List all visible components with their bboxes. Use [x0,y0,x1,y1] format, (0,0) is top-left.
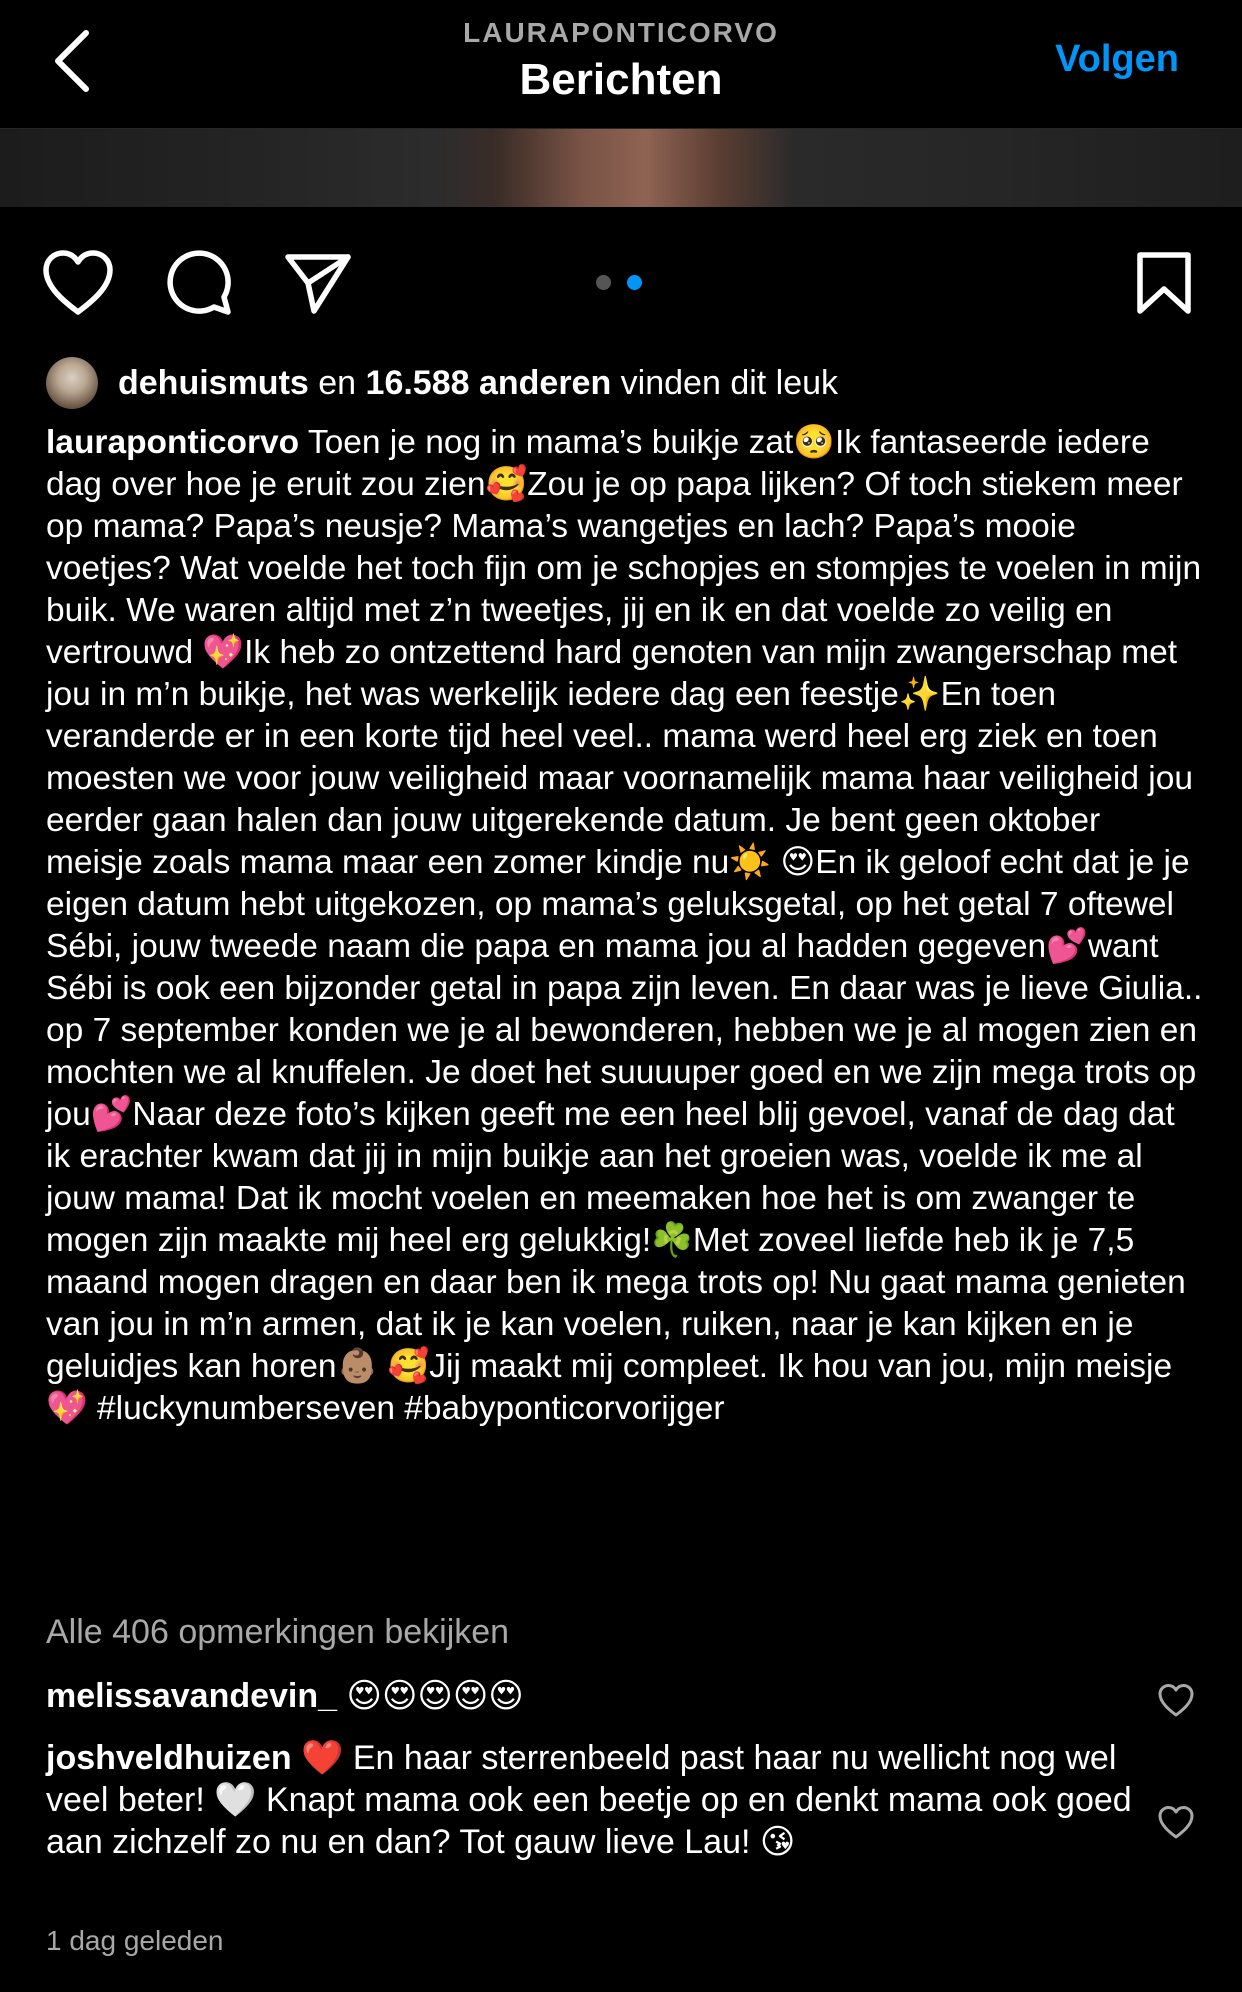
liker-username[interactable]: dehuismuts [118,363,309,402]
post-actions-bar [0,207,1242,347]
save-button[interactable] [1126,245,1202,321]
header-account-name: LAURAPONTICORVO [463,17,779,48]
comment-text: ❤️ En haar sterrenbeeld past haar nu wellicht nog wel veel beter! 🤍 Knapt mama ook een beetje op en denkt mama ook goed aan zichzelf zo nu en dan? Tot gauw lieve Lau! 😘 [46,1739,1132,1861]
caption-text: Toen je nog in mama’s buikje zat🥺Ik fantaseerde iedere dag over hoe je eruit zou zien🥰Zou je op papa lijken? Of toch stiekem meer op mama? Papa’s neusje? Mama’s wangetjes en lach? Papa’s mooie voetjes? Wat voelde het toch fijn om je schopjes en stompjes te voelen in mijn buik. We waren altijd met z’n tweetjes, jij en ik en dat voelde zo veilig en vertrouwd 💖Ik heb zo ontzettend hard genoten van mijn zwangerschap met jou in m’n buikje, het was werkelijk iedere dag een feestje✨En toen veranderde er in een korte tijd heel veel.. mama werd heel erg ziek en toen moesten we voor jouw veiligheid maar voornamelijk mama haar veiligheid jou eerder gaan halen dan jouw uitgerekende datum. Je bent geen oktober meisje zoals mama maar een zomer kindje nu☀️ 😍En ik geloof echt dat je je eigen datum hebt uitgekozen, op mama’s geluksgetal, op het getal 7 oftewel Sébi, jouw tweede naam die papa en mama jou al hadden gegeven💕want Sébi is ook een bijzonder getal in papa zijn leven. En daar was je lieve Giulia.. op 7 september konden we je al bewonderen, hebben we je al mogen zien en mochten we al knuffelen. Je doet het suuuuper goed en we zijn mega trots op jou💕Naar deze foto’s kijken geeft me een heel blij gevoel, vanaf de dag dat ik erachter kwam dat jij in mijn buikje aan het groeien was, voelde ik me al jouw mama! Dat ik mocht voelen en meemaken hoe het is om zwanger te mogen zijn maakte mij heel erg gelukkig!☘️Met zoveel liefde heb ik je 7,5 maand mogen dragen en daar ben ik mega trots op! Nu gaat mama genieten van jou in m’n armen, dat ik je kan voelen, ruiken, naar je kan kijken en je geluidjes kan horen👶🏽 🥰Jij maakt mij compleet. Ik hou van jou, mijn meisje 💖 #luckynumberseven #babyponticorvorijger [46,424,1203,1427]
share-button[interactable] [280,245,356,321]
comment-item [46,1675,1146,1717]
view-all-comments-link[interactable]: Alle 406 opmerkingen bekijken [46,1613,510,1651]
comment-text: 😍😍😍😍😍 [346,1677,524,1715]
heart-icon [1158,1684,1194,1717]
carousel-indicator [596,275,642,290]
follow-button[interactable]: Volgen [1055,38,1179,80]
heart-icon [1158,1806,1194,1839]
bookmark-icon [1136,251,1192,315]
comment-like-button[interactable] [1156,1680,1196,1720]
post-image[interactable] [0,129,1242,207]
comment-icon [164,249,232,317]
avatar[interactable] [46,357,98,409]
comment-like-button[interactable] [1156,1802,1196,1842]
page-title: Berichten [519,55,723,104]
comment-username[interactable]: melissavandevin_ [46,1677,338,1715]
carousel-dot-1 [596,275,611,290]
likes-suffix: vinden dit leuk [611,363,839,402]
likes-count[interactable]: 16.588 anderen [365,363,612,402]
heart-icon [42,250,114,316]
post-timestamp: 1 dag geleden [46,1925,224,1956]
likes-conjunction: en [308,363,366,402]
carousel-dot-2 [627,275,642,290]
comment-item [46,1737,1146,1863]
comment-button[interactable] [160,245,236,321]
like-button[interactable] [40,245,116,321]
likes-summary [46,355,838,411]
caption-username[interactable]: lauraponticorvo [46,424,300,461]
share-icon [284,251,352,315]
navigation-header [0,0,1242,129]
post-caption [46,422,1206,1430]
comment-username[interactable]: joshveldhuizen [46,1739,292,1777]
